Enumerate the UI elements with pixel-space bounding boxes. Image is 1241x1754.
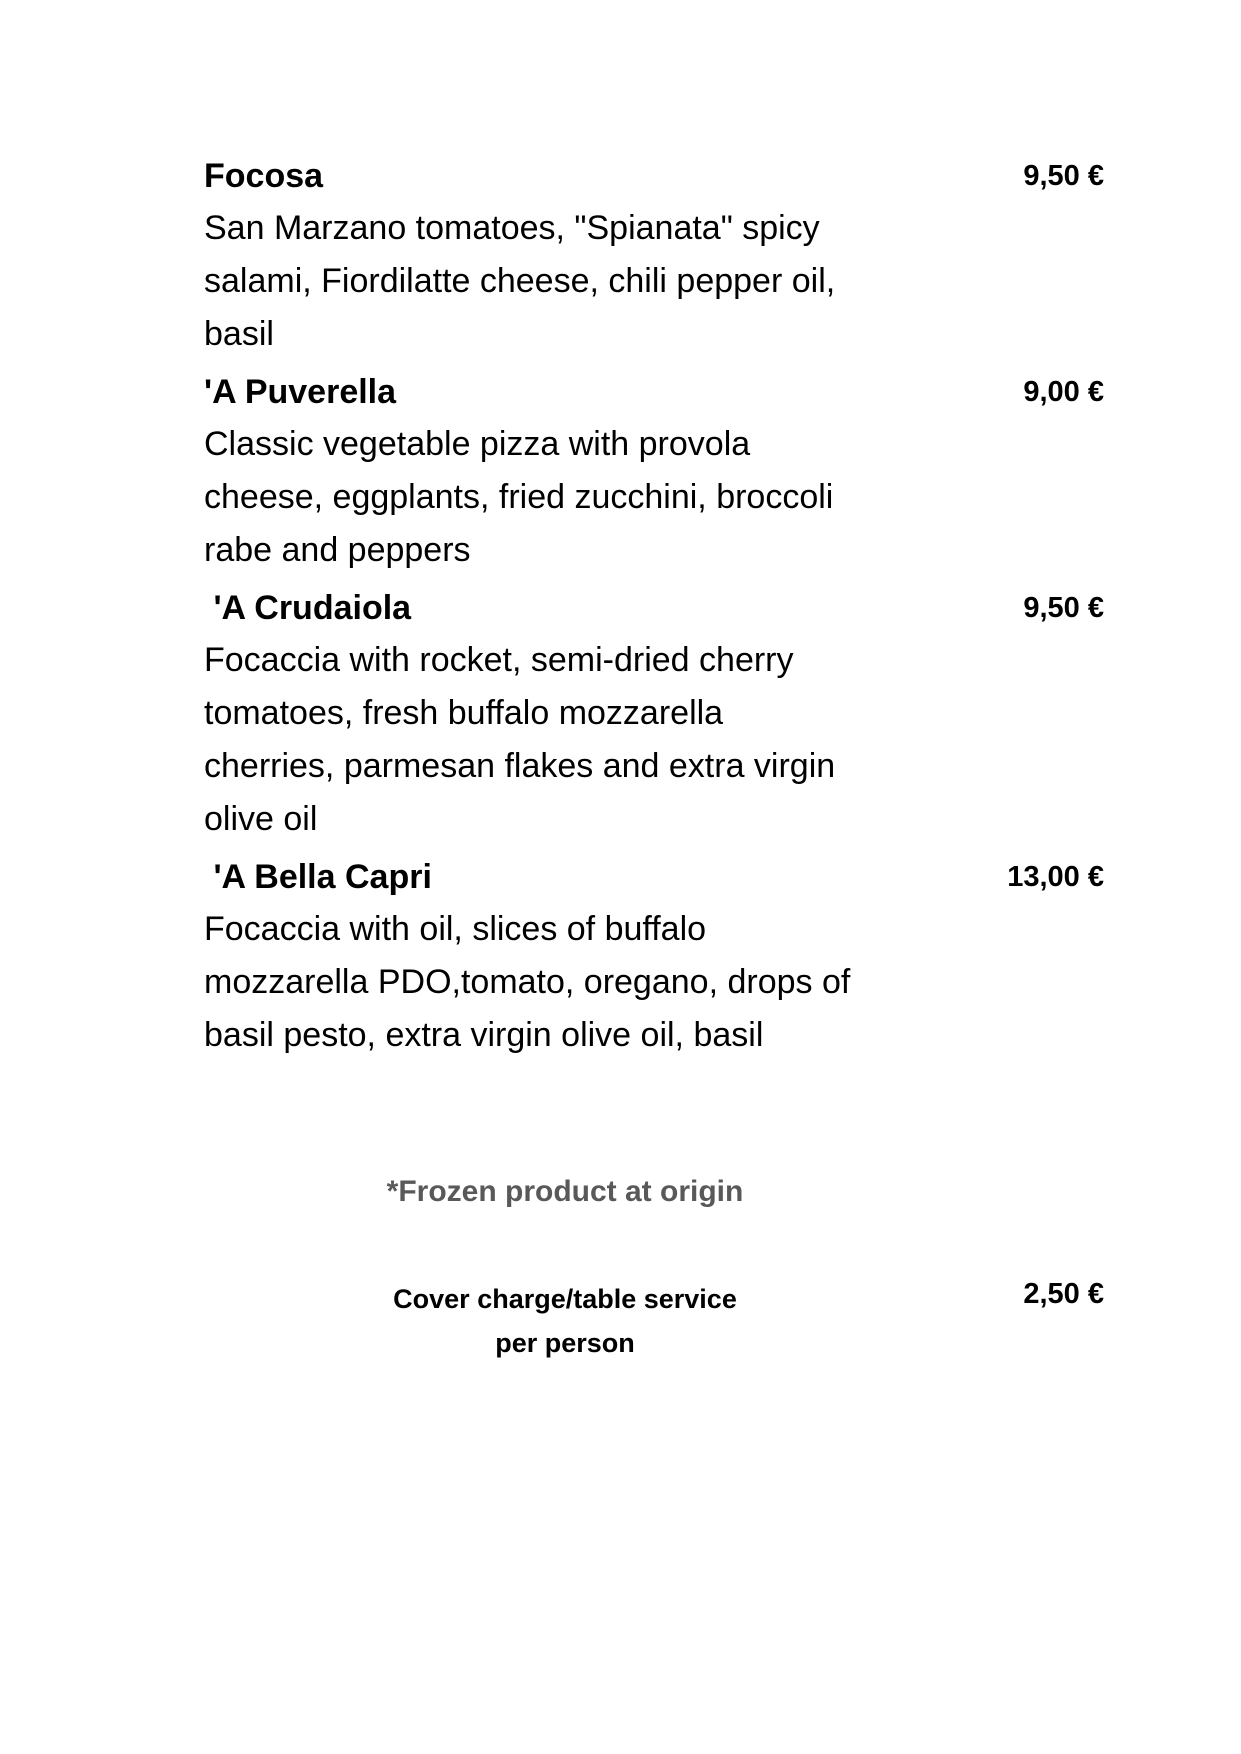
menu-item-focosa	[204, 156, 1104, 356]
item-price: 9,50 €	[1023, 592, 1104, 624]
menu-item-crudaiola	[204, 588, 1104, 848]
item-name: 'A Crudaiola	[204, 589, 412, 627]
item-name: 'A Bella Capri	[204, 858, 432, 896]
item-description: Focaccia with rocket, semi-dried cherry tomatoes, fresh buffalo mozzarella cherries, parmesan flakes and extra virgin olive oil	[204, 641, 836, 838]
item-description: Classic vegetable pizza with provola cheese, eggplants, fried zucchini, broccoli rabe and peppers	[204, 425, 834, 569]
item-description: Focaccia with oil, slices of buffalo mozzarella PDO,tomato, oregano, drops of basil pesto, extra virgin olive oil, basil	[204, 910, 851, 1054]
item-price: 9,50 €	[1023, 160, 1104, 192]
frozen-product-note: *Frozen product at origin	[386, 1175, 744, 1208]
item-price: 9,00 €	[1023, 376, 1104, 408]
menu-item-puverella	[204, 372, 1104, 572]
item-name: Focosa	[204, 157, 324, 195]
cover-charge-price: 2,50 €	[1023, 1278, 1104, 1310]
item-description: San Marzano tomatoes, "Spianata" spicy salami, Fiordilatte cheese, chili pepper oil, basil	[204, 209, 836, 353]
menu-item-bella-capri	[204, 857, 1104, 1067]
item-name: 'A Puverella	[204, 373, 397, 411]
item-price: 13,00 €	[1007, 861, 1104, 893]
cover-charge-label: Cover charge/table service per person	[393, 1284, 737, 1358]
